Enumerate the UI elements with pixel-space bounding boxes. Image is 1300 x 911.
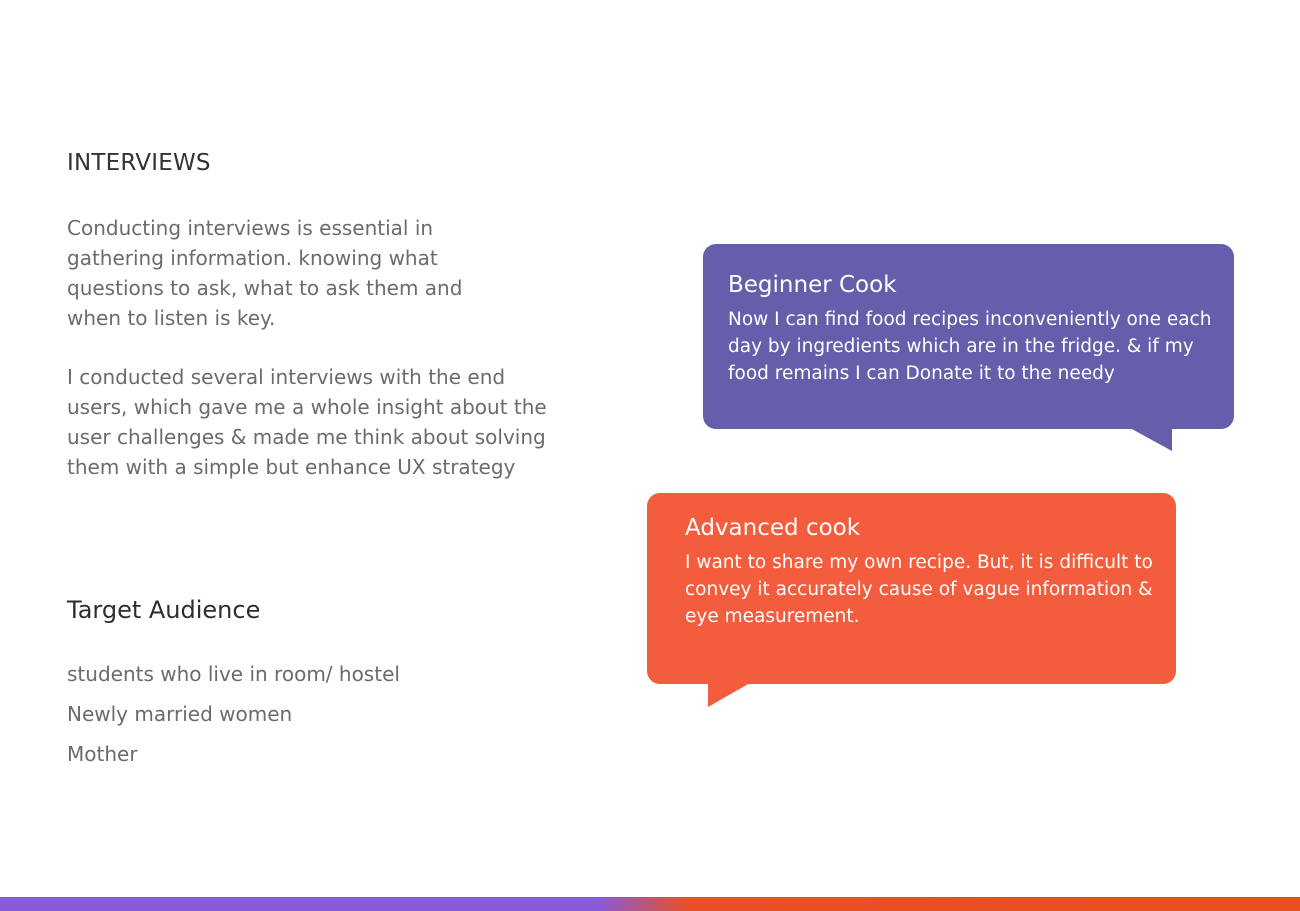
beginner-cook-quote: Now I can find food recipes inconveniently one each day by ingredients which are in the fridge. & if my food remains I can Donate it to the needy — [728, 309, 1212, 384]
audience-item-students: students who live in room/ hostel — [67, 662, 400, 686]
beginner-cook-quote-bubble — [703, 244, 1234, 429]
target-audience-heading: Target Audience — [67, 596, 261, 624]
advanced-bubble-tail — [708, 683, 750, 707]
bottom-gradient-bar — [0, 897, 1300, 911]
interviews-heading: INTERVIEWS — [67, 150, 211, 176]
interviews-paragraph-1: Conducting interviews is essential in gathering information. knowing what questions to ask, what to ask them and when to listen is key. — [67, 216, 463, 330]
target-audience-list — [67, 654, 400, 774]
advanced-cook-quote: I want to share my own recipe. But, it is difficult to convey it accurately cause of vague information & eye measurement. — [685, 552, 1153, 627]
interviews-paragraph-2: I conducted several interviews with the end users, which gave me a whole insight about the user challenges & made me think about solving them with a simple but enhance UX strategy — [67, 365, 547, 479]
advanced-cook-title: Advanced cook — [685, 515, 861, 541]
audience-item-newly-married-women: Newly married women — [67, 702, 293, 726]
audience-item-mother: Mother — [67, 742, 138, 766]
advanced-cook-quote-bubble — [647, 493, 1176, 684]
beginner-cook-title: Beginner Cook — [728, 272, 897, 298]
beginner-bubble-tail — [1130, 428, 1172, 451]
